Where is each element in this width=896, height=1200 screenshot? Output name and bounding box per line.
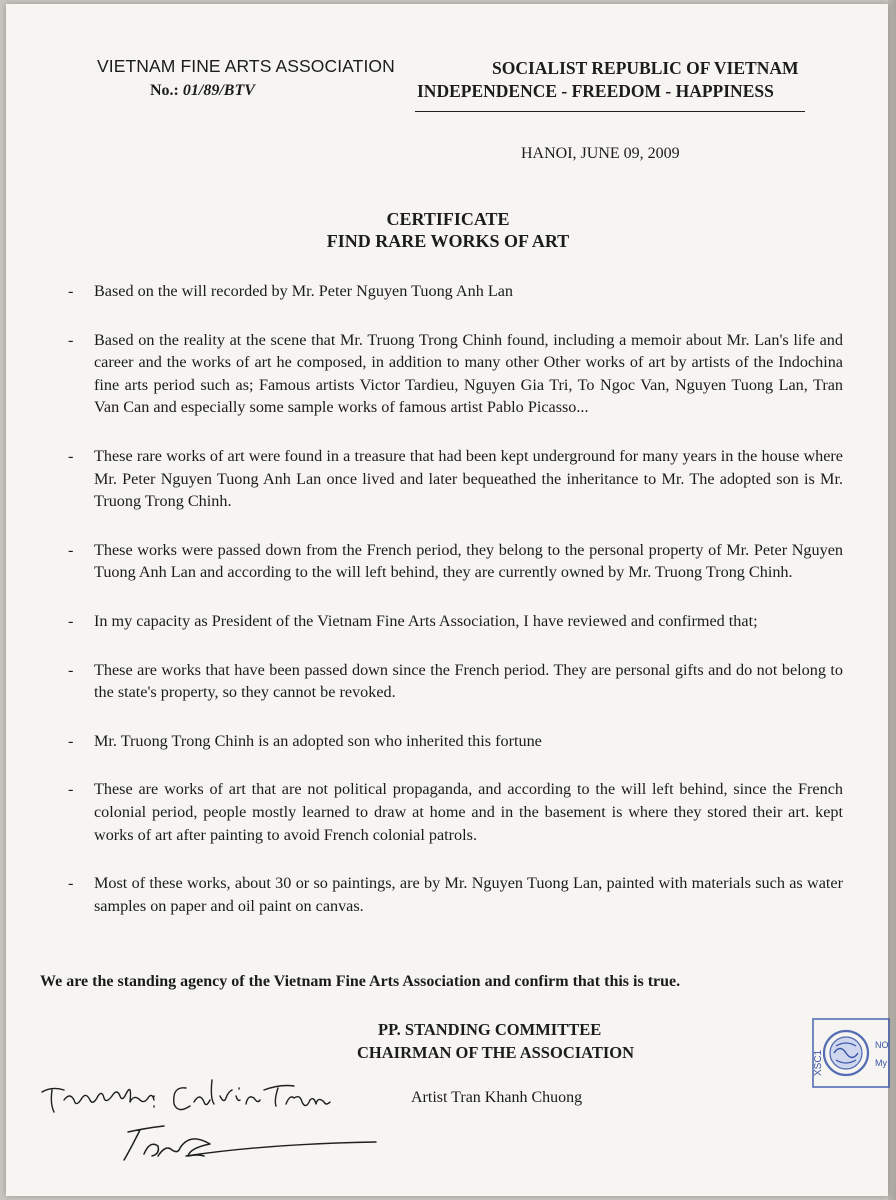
statement-item bbox=[68, 280, 843, 303]
statement-text: Most of these works, about 30 or so paintings, are by Mr. Nguyen Tuong Lan, painted with materials such as water samples on paper and oil paint on canvas. bbox=[94, 874, 843, 915]
bullet-dash: - bbox=[68, 446, 74, 465]
motto-underline bbox=[415, 111, 805, 112]
statement-text: These are works of art that are not political propaganda, and according to the will left behind, since the French colonial period, people mostly learned to draw at home and in the basement is where they stored their art. kept works of art after painting to avoid French colonial patrols. bbox=[94, 780, 843, 844]
org-name: VIETNAM FINE ARTS ASSOCIATION bbox=[97, 56, 395, 76]
statement-item bbox=[68, 329, 843, 419]
handwritten-translator-note bbox=[36, 1074, 386, 1174]
statement-text: Based on the will recorded by Mr. Peter Nguyen Tuong Anh Lan bbox=[94, 282, 514, 300]
statement-text: Mr. Truong Trong Chinh is an adopted son who inherited this fortune bbox=[94, 731, 542, 750]
signature-title-2: CHAIRMAN OF THE ASSOCIATION bbox=[357, 1043, 635, 1062]
statement-text: These are works that have been passed down since the French period. They are personal gifts and do not belong to the state's property, so they cannot be revoked. bbox=[94, 660, 843, 702]
doc-number bbox=[150, 82, 255, 100]
bullet-dash: - bbox=[68, 780, 74, 799]
stamp-text-right-2: My bbox=[875, 1058, 887, 1068]
stamp-text-right-1: NO bbox=[875, 1040, 889, 1050]
bullet-dash: - bbox=[68, 874, 74, 893]
statement-text: Based on the reality at the scene that Mr. Truong Trong Chinh found, including a memoir about Mr. Lan's life and career and the works of art he composed, in addition to many other Other works of art by artists of the Indochina fine arts period such as; Famous artists Victor Tardieu, Nguyen Gia Tri, To Ngoc Van, Nguyen Tuong Lan, Tran Van Can and especially some sample works of famous artist Pablo Picasso... bbox=[94, 330, 843, 417]
statement-item bbox=[68, 659, 843, 704]
official-stamp bbox=[812, 1018, 892, 1088]
statement-item bbox=[68, 730, 843, 753]
doc-number-value: 01/89/BTV bbox=[182, 82, 255, 99]
title-line-2: FIND RARE WORKS OF ART bbox=[326, 231, 570, 251]
bullet-dash: - bbox=[68, 330, 74, 349]
statement-text: These rare works of art were found in a treasure that had been kept underground for many years in the house where Mr. Peter Nguyen Tuong Anh Lan once lived and later bequeathed the inheritance to Mr. The adopted son is Mr. Truong Trong Chinh. bbox=[94, 446, 843, 511]
national-motto: INDEPENDENCE - FREEDOM - HAPPINESS bbox=[417, 81, 774, 101]
statement-item bbox=[68, 872, 843, 917]
statement-item bbox=[68, 778, 843, 846]
bullet-dash: - bbox=[68, 540, 74, 559]
country-name: SOCIALIST REPUBLIC OF VIETNAM bbox=[492, 58, 799, 78]
title-line-1: CERTIFICATE bbox=[386, 209, 510, 229]
bullet-dash: - bbox=[68, 660, 74, 679]
statement-item bbox=[68, 539, 843, 584]
statement-text: These works were passed down from the French period, they belong to the personal property of Mr. Peter Nguyen Tuong Anh Lan and according to the will left behind, they are currently owned by Mr. Truong Trong Chinh. bbox=[94, 540, 843, 582]
statement-item bbox=[68, 610, 843, 633]
bullet-dash: - bbox=[68, 611, 74, 630]
document-date: HANOI, JUNE 09, 2009 bbox=[521, 145, 680, 162]
statement-item bbox=[68, 445, 843, 513]
signature-title-1: PP. STANDING COMMITTEE bbox=[378, 1020, 602, 1039]
bullet-dash: - bbox=[68, 731, 74, 750]
closing-statement: We are the standing agency of the Vietnam Fine Arts Association and confirm that this is true. bbox=[40, 973, 681, 990]
bullet-dash: - bbox=[68, 282, 74, 300]
statement-list bbox=[68, 280, 843, 943]
signatory-name: Artist Tran Khanh Chuong bbox=[411, 1089, 583, 1106]
doc-number-label: No.: bbox=[150, 82, 179, 99]
stamp-text-left: XSC1 bbox=[813, 1049, 824, 1076]
statement-text: In my capacity as President of the Vietnam Fine Arts Association, I have reviewed and confirmed that; bbox=[94, 611, 758, 630]
